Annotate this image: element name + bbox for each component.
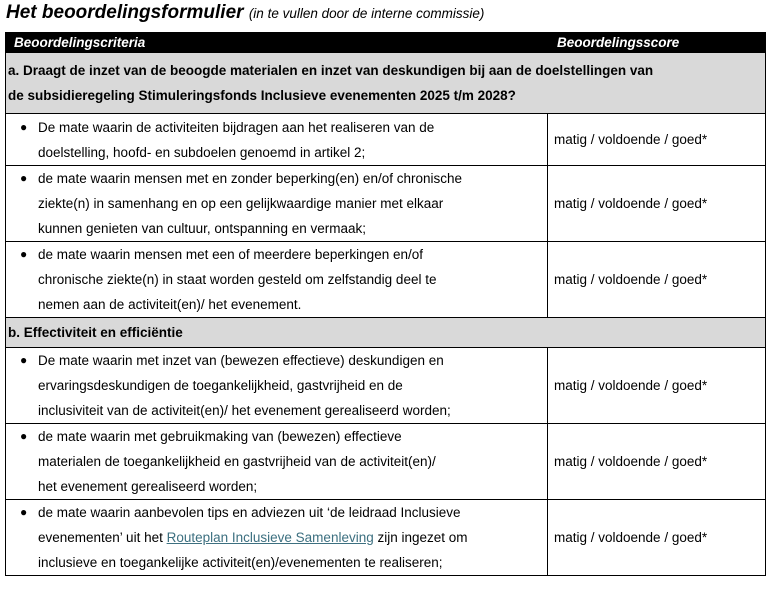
bullet-icon: ● [20, 171, 28, 185]
table-row: ● de mate waarin met gebruikmaking van (bewezen) effectieve materialen de toegankelijkheid en gastvrijheid van de activiteit(en)/ het evenement gerealiseerd worden; matig / voldoende / goed* [6, 424, 766, 500]
score-header: Beoordelingsscore [548, 33, 766, 53]
assessment-table [5, 32, 766, 576]
score-cell: matig / voldoende / goed* [548, 424, 766, 500]
table-row: ● de mate waarin mensen met en zonder beperking(en) en/of chronische ziekte(n) in samenhang en op een gelijkwaardige manier met elkaar kunnen genieten van cultuur, ontspanning en vermaak; matig / voldoende / goed* [6, 166, 766, 242]
score-cell: matig / voldoende / goed* [548, 242, 766, 318]
routeplan-link[interactable]: Routeplan Inclusieve Samenleving [166, 530, 374, 545]
table-row: ● de mate waarin aanbevolen tips en adviezen uit ‘de leidraad Inclusieve evenementen’ uit het Routeplan Inclusieve Samenleving zijn ingezet om inclusieve en toegankelijke activiteit(en)/evenementen te realiseren; matig / voldoende / goed* [6, 500, 766, 576]
table-row: ● de mate waarin mensen met een of meerdere beperkingen en/of chronische ziekte(n) in staat worden gesteld om zelfstandig deel te nemen aan de activiteit(en)/ het evenement. matig / voldoende / goed* [6, 242, 766, 318]
section-b-heading: b. Effectiviteit en efficiëntie [6, 318, 766, 348]
bullet-icon: ● [20, 353, 28, 367]
bullet-icon: ● [20, 505, 28, 519]
section-a-heading: a. Draagt de inzet van de beoogde materialen en inzet van deskundigen bij aan de doelstellingen van de subsidieregeling Stimuleringsfonds Inclusieve evenementen 2025 t/m 2028? [6, 53, 766, 114]
score-cell: matig / voldoende / goed* [548, 348, 766, 424]
score-cell: matig / voldoende / goed* [548, 500, 766, 576]
bullet-icon: ● [20, 119, 28, 134]
page-title: Het beoordelingsformulier (in te vullen door de interne commissie) [6, 2, 485, 23]
page-subtitle: (in te vullen door de interne commissie) [248, 6, 485, 21]
table-header [6, 33, 766, 53]
score-cell: matig / voldoende / goed* [548, 114, 766, 166]
score-cell: matig / voldoende / goed* [548, 166, 766, 242]
bullet-icon: ● [20, 247, 28, 261]
criteria-header: Beoordelingscriteria [6, 33, 548, 53]
table-row: ● De mate waarin de activiteiten bijdragen aan het realiseren van de doelstelling, hoofd- en subdoelen genoemd in artikel 2; matig / voldoende / goed* [6, 114, 766, 166]
table-row: ● De mate waarin met inzet van (bewezen effectieve) deskundigen en ervaringsdeskundigen de toegankelijkheid, gastvrijheid en de inclusiviteit van de activiteit(en)/ het evenement gerealiseerd worden; matig / voldoende / goed* [6, 348, 766, 424]
bullet-icon: ● [20, 429, 28, 443]
